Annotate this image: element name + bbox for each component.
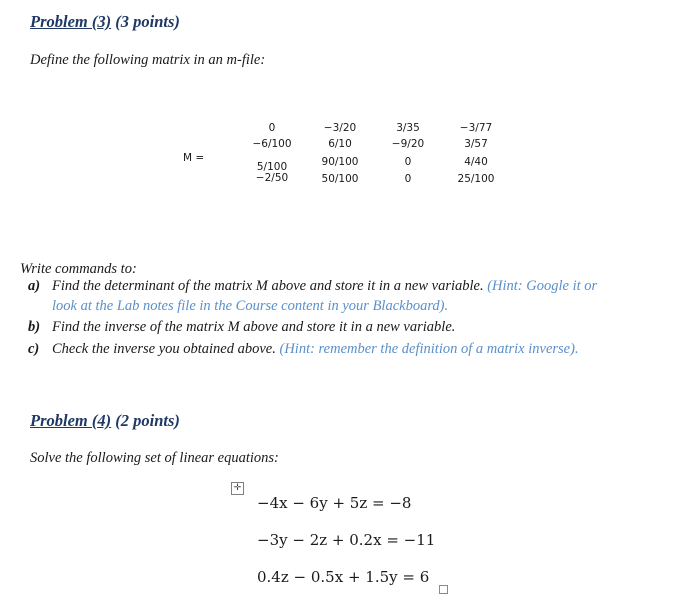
item-c-text: Check the inverse you obtained above. bbox=[52, 341, 280, 357]
item-b-text: Find the inverse of the matrix M above and store it in a new variable. bbox=[52, 319, 456, 335]
problem-3-heading bbox=[30, 12, 180, 32]
matrix-cell: 25/100 bbox=[457, 173, 495, 185]
matrix-cell: 50/100 bbox=[321, 173, 359, 185]
matrix-cell: 0 bbox=[404, 173, 412, 185]
matrix-cell: 6/10 bbox=[328, 138, 352, 150]
problem-4-title-link: Problem (4) bbox=[30, 411, 112, 430]
list-marker: c) bbox=[28, 341, 40, 357]
item-c-hint: (Hint: remember the definition of a matrix inverse). bbox=[279, 341, 579, 357]
item-a-hint-continued: look at the Lab notes file in the Course content in your Blackboard). bbox=[52, 298, 449, 314]
equation-3: 0.4z − 0.5x + 1.5y = 6 bbox=[257, 568, 430, 586]
matrix-cell: 3/57 bbox=[464, 138, 488, 150]
problem-4-heading bbox=[30, 411, 180, 431]
matrix-cell: 4/40 bbox=[464, 156, 488, 168]
matrix-cell: −9/20 bbox=[391, 138, 425, 150]
matrix-cell: −2/50 bbox=[255, 172, 289, 184]
matrix-cell: −6/100 bbox=[252, 138, 292, 150]
problem-4-intro: Solve the following set of linear equations: bbox=[30, 450, 279, 466]
matrix-cell: −3/77 bbox=[459, 122, 493, 134]
commands-intro: Write commands to: bbox=[20, 261, 137, 277]
problem-3-points: (3 points) bbox=[111, 12, 180, 31]
item-a-hint: (Hint: Google it or bbox=[487, 278, 598, 294]
move-handle-icon[interactable]: ✛ bbox=[231, 482, 244, 495]
matrix-cell: 0 bbox=[268, 122, 276, 134]
matrix-cell: 3/35 bbox=[396, 122, 420, 134]
problem-3-intro: Define the following matrix in an m-file: bbox=[30, 52, 266, 68]
problem-3-title-link: Problem (3) bbox=[30, 12, 112, 31]
list-item-a bbox=[28, 278, 597, 295]
list-item-b bbox=[28, 319, 455, 336]
list-marker: b) bbox=[28, 319, 41, 335]
matrix-label: M = bbox=[183, 152, 205, 164]
resize-handle-icon[interactable] bbox=[439, 585, 448, 594]
matrix-cell: 0 bbox=[404, 156, 412, 168]
list-marker: a) bbox=[28, 278, 41, 294]
equation-2: −3y − 2z + 0.2x = −11 bbox=[257, 531, 436, 549]
matrix-cell: −3/20 bbox=[323, 122, 357, 134]
item-a-text: Find the determinant of the matrix M above and store it in a new variable. bbox=[52, 278, 488, 294]
list-item-c bbox=[28, 341, 579, 358]
matrix-cell: 5/100 bbox=[256, 161, 288, 173]
problem-4-points: (2 points) bbox=[111, 411, 180, 430]
matrix-cell: 90/100 bbox=[321, 156, 359, 168]
equation-1: −4x − 6y + 5z = −8 bbox=[257, 494, 412, 512]
